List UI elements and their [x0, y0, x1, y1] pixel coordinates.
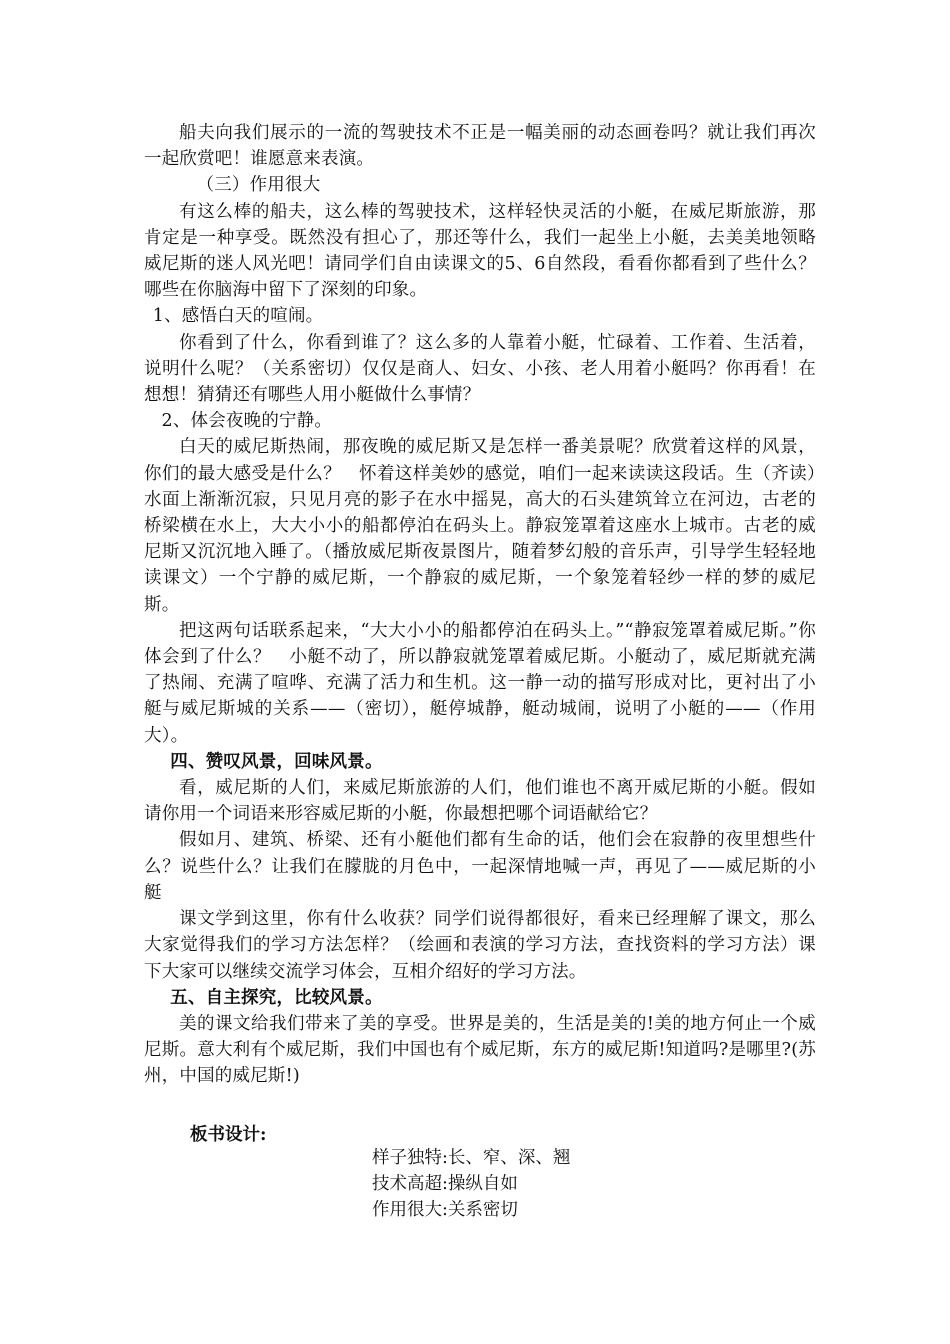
section-heading-explore: 五、自主探究，比较风景。	[170, 987, 383, 1008]
paragraph-enjoy-trip: 有这么棒的船夫，这么棒的驾驶技术，这样轻快灵活的小艇，在威尼斯旅游，那肯定是一种享受。既然没有担心了，那还等什么，我们一起坐上小艇，去美美地领略威尼斯的迷人风光吧！请同学们自由读课文的5、6自然段，看看你都看到了些什么？哪些在你脑海中留下了深刻的印象。	[144, 201, 816, 301]
section-heading-role: （三）作用很大	[196, 175, 321, 196]
paragraph-compare-sentences: 把这两句话联系起来，“大大小小的船都停泊在码头上。”“静寂笼罩着威尼斯。”你体会到了什么？ 小艇不动了，所以静寂就笼罩着威尼斯。小艇动了，威尼斯就充满了热闹、充满了喧哗、充满了活力和生机。这一静一动的描写形成对比，更衬出了小艇与威尼斯城的关系——（密切），艇停城静，艇动城闹，说明了小艇的——（作用大）。	[144, 620, 816, 746]
board-line-shape: 样子独特:长、窄、深、翘	[372, 1148, 571, 1168]
board-design-lines	[372, 1145, 570, 1223]
paragraph-boatman-show: 船夫向我们展示的一流的驾驶技术不正是一幅美丽的动态画卷吗？就让我们再次一起欣赏吧！谁愿意来表演。	[144, 123, 816, 170]
board-line-role: 作用很大:关系密切	[372, 1200, 518, 1220]
paragraph-summary: 课文学到这里，你有什么收获？同学们说得都很好，看来已经理解了课文，那么大家觉得我们的学习方法怎样？（绘画和表演的学习方法，查找资料的学习方法）课下大家可以继续交流学习体会，互相介绍好的学习方法。	[144, 909, 816, 982]
paragraph-suzhou: 美的课文给我们带来了美的享受。世界是美的，生活是美的!美的地方何止一个威尼斯。意大利有个威尼斯，我们中国也有个威尼斯，东方的威尼斯!知道吗?是哪里?(苏州，中国的威尼斯!)	[144, 1013, 816, 1087]
subheading-night: 2、体会夜晚的宁静。	[161, 411, 333, 432]
paragraph-word-gift: 看，威尼斯的人们，来威尼斯旅游的人们，他们谁也不离开威尼斯的小艇。假如请你用一个词语来形容威尼斯的小艇，你最想把哪个词语献给它？	[144, 778, 816, 825]
paragraph-farewell: 假如月、建筑、桥梁、还有小艇他们都有生命的话，他们会在寂静的夜里想些什么？说些什么？让我们在朦胧的月色中，一起深情地喊一声，再见了——威尼斯的小艇	[144, 830, 816, 903]
paragraph-night: 白天的威尼斯热闹，那夜晚的威尼斯又是怎样一番美景呢？欣赏着这样的风景，你们的最大感受是什么？ 怀着这样美妙的感觉，咱们一起来读读这段话。生（齐读）水面上渐渐沉寂，只见月亮的影子在水中摇晃，高大的石头建筑耸立在河边，古老的桥梁横在水上，大大小小的船都停泊在码头上。静寂笼罩着这座水上城市。古老的威尼斯又沉沉地入睡了。（播放威尼斯夜景图片，随着梦幻般的音乐声，引导学生轻轻地读课文）一个宁静的威尼斯，一个静寂的威尼斯，一个象笼着轻纱一样的梦的威尼斯。	[144, 437, 816, 615]
board-line-skill: 技术高超:操纵自如	[372, 1174, 518, 1194]
section-heading-praise: 四、赞叹风景，回味风景。	[170, 751, 383, 772]
subheading-daytime: 1、感悟白天的喧闹。	[152, 306, 324, 327]
lesson-body	[144, 120, 816, 1090]
paragraph-daytime: 你看到了什么，你看到谁了？这么多的人靠着小艇，忙碌着、工作着、生活着，说明什么呢？（关系密切）仅仅是商人、妇女、小孩、老人用着小艇吗？你再看！在想想！猜猜还有哪些人用小艇做什么事情？	[144, 332, 816, 406]
board-design-title: 板书设计:	[190, 1125, 267, 1145]
